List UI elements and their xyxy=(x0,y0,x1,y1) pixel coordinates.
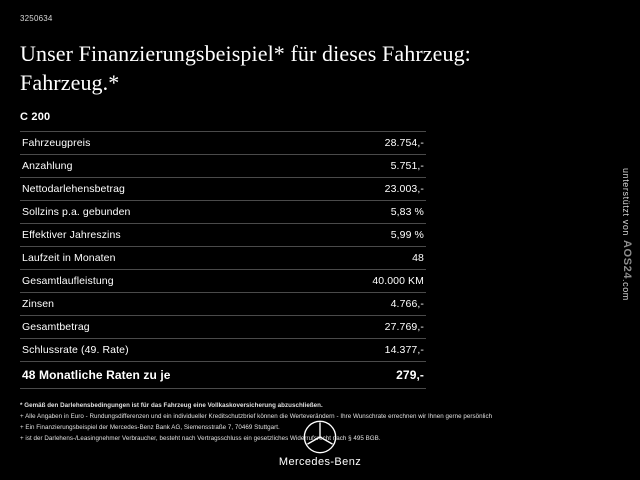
row-value: 27.769,- xyxy=(384,321,424,334)
table-row xyxy=(20,293,426,316)
row-label: Gesamtlaufleistung xyxy=(22,275,114,288)
page-title: Unser Finanzierungsbeispiel* für dieses Fahrzeug: Fahrzeug.* xyxy=(20,41,471,96)
reference-id: 3250634 xyxy=(20,14,53,23)
total-value: 279,- xyxy=(396,368,424,383)
mercedes-star-icon xyxy=(303,420,337,454)
footnote-item: + Alle Angaben in Euro - Rundungsdifferenzen und ein individueller Kreditschutzbrief können die Werteverändern - Ihre Wunschrate errechnen wir Ihnen gerne persönlich xyxy=(20,412,493,420)
row-label: Anzahlung xyxy=(22,160,73,173)
vehicle-model-label: C 200 xyxy=(20,111,51,124)
brand-name: Mercedes-Benz xyxy=(278,456,362,468)
table-row xyxy=(20,178,426,201)
brand-logo-area xyxy=(0,420,640,468)
row-label: Zinsen xyxy=(22,298,55,311)
table-row xyxy=(20,339,426,362)
table-row xyxy=(20,270,426,293)
table-row xyxy=(20,224,426,247)
table-row xyxy=(20,201,426,224)
row-value: 4.766,- xyxy=(390,298,424,311)
row-label: Sollzins p.a. gebunden xyxy=(22,206,131,219)
row-value: 23.003,- xyxy=(384,183,424,196)
row-label: Schlussrate (49. Rate) xyxy=(22,344,129,357)
row-value: 40.000 KM xyxy=(372,275,424,288)
attribution-brand-text: AOS24 xyxy=(621,240,633,280)
footnote-item: + Ein Finanzierungsbeispiel der Mercedes-Benz Bank AG, Siemensstraße 7, 70469 Stuttgart. xyxy=(20,423,280,431)
table-row xyxy=(20,132,426,155)
row-label: Effektiver Jahreszins xyxy=(22,229,121,242)
row-label: Gesamtbetrag xyxy=(22,321,90,334)
finance-table xyxy=(20,131,426,389)
row-label: Fahrzeugpreis xyxy=(22,137,91,150)
table-row-total xyxy=(20,362,426,389)
row-value: 48 xyxy=(412,252,424,265)
row-value: 5.751,- xyxy=(390,160,424,173)
table-row xyxy=(20,247,426,270)
footnote-item: * Gemäß den Darlehensbedingungen ist für das Fahrzeug eine Vollkaskoversicherung abzuschließen. xyxy=(20,402,323,410)
row-label: Laufzeit in Monaten xyxy=(22,252,116,265)
row-label: Nettodarlehensbetrag xyxy=(22,183,125,196)
row-value: 14.377,- xyxy=(384,344,424,357)
row-value: 5,99 % xyxy=(390,229,424,242)
footnote-item: + ist der Darlehens-/Leasingnehmer Verbraucher, besteht nach Vertragsschluss ein gesetzliches Widerrufsrecht nach § 495 BGB. xyxy=(20,434,381,442)
row-value: 5,83 % xyxy=(390,206,424,219)
row-value: 28.754,- xyxy=(384,137,424,150)
total-label: 48 Monatliche Raten zu je xyxy=(22,368,171,383)
table-row xyxy=(20,155,426,178)
attribution-domain-text: .com xyxy=(621,279,631,302)
sidebar-attribution xyxy=(621,168,637,348)
attribution-support-text: unterstützt von xyxy=(621,168,631,237)
table-row xyxy=(20,316,426,339)
